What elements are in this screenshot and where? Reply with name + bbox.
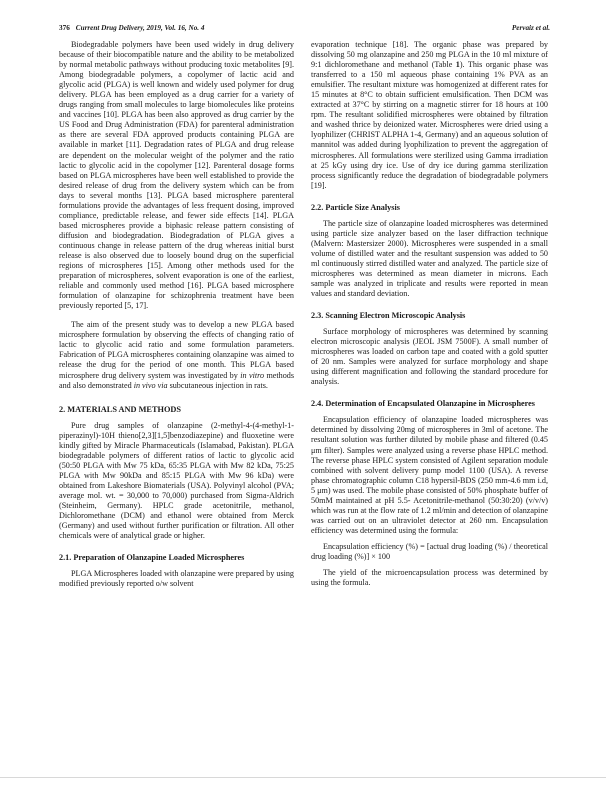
subsection-heading-2-1: 2.1. Preparation of Olanzapine Loaded Microspheres xyxy=(59,553,245,563)
paragraph-particle-size: The particle size of olanzapine loaded microspheres was determined using particle size analyzer based on the laser diffraction technique (Malvern: Mastersizer 2000). Microspheres were suspended in a small volume of distilled water and the resultant suspension was added to 50 ml continuously stirred distilled water and analyzed. The particle size of microspheres was determined as mean diameter in microns. Each sample was analyzed in triplicate and results were reported in mean values and standard deviation. xyxy=(311,218,548,299)
paragraph-materials: Pure drug samples of olanzapine (2-methyl-4-(4-methyl-1-piperazinyl)-10H thieno[2,3][1,5]benzodiazepine) and fluoxetine were kindly gifted by Miracle Pharmaceuticals (Islamabad, Pakistan). PLGA biodegradable polymers of different ratios of lactic to glycolic acid (50:50 PLGA with Mw 75 kDa, 65:35 PLGA with Mw 82 kDa, 75:25 PLGA with Mw 90kDa and 85:15 PLGA with Mw 96 kDa) were obtained from Lakeshore Biomaterials (USA). Polyvinyl alcohol (PVA; average mol. wt. = 30,000 to 70,000) purchased from Sigma-Aldrich (Steinheim, Germany). HPLC grade acetonitrile, methanol, Dichloromethane (DCM) and ethanol were obtained from Merck (Germany) and used without further purification or filtration. All other chemicals were of analytical grade or higher. xyxy=(59,420,294,541)
paragraph-sem: Surface morphology of microspheres was determined by scanning electron microscopic analysis (JEOL JSM 7500F). A small number of microspheres was loaded on carbon tape and coated with a gold sputter of 20 nm. Samples were analyzed for surface morphology and shape using different magnification and following the standard procedure for analysis. xyxy=(311,327,548,387)
paragraph-yield: The yield of the microencapsulation process was determined by using the formula. xyxy=(311,568,548,588)
aim-text-b: methods and also demonstrated xyxy=(59,370,294,390)
table-ref: 1 xyxy=(455,60,460,70)
aim-text-c: subcutaneous injection in rats. xyxy=(167,380,268,390)
paragraph-plga-background: Biodegradable polymers have been used widely in drug delivery because of their biocompatible nature and the ability to be metabolized by normal metabolic pathways without producing toxic metabolites [9]. Among biodegradable polymers, a copolymer of lactic acid and glycolic acid (PLGA) is well known and widely used polymer for drug delivery. PLGA has been employed as a drug carrier for a variety of drugs ranging from small molecules to large biomolecules like proteins and vaccines [10]. PLGA has been also approved as drug carrier by the US Food and Drug Administration (FDA) for parenteral administration as there are several FDA approved products containing PLGA are available in market [11]. Degradation rates of PLGA and drug release are dependent on the molecular weight of the polymer and the ratio lactic to glycolic acid in the copolymer [12]. Parenteral dosage forms based on PLGA microspheres have been well established to provide the desired release of drug from the delivery system which can be from days to several months [13]. PLGA based microsphere parenteral formulations provide the advantages of less frequent dosing, improved compliance, predictable release, and fewer side effects [14]. PLGA based microspheres provide a biphasic release pattern consisting of diffusion and biodegradation. Biodegradation of PLGA gives a continuous change in release pattern of the drug whereas initial burst release is also observed due to loosely bound drug on the superficial regions of microspheres [15]. Among other methods used for the preparation of microspheres, solvent evaporation is one of the earliest, reliable and commonly used method [16]. PLGA based microsphere formulation of olanzapine for schizophrenia treatment have been previously reported [5, 17]. xyxy=(59,40,294,311)
aim-italic-in-vitro: in vitro xyxy=(240,370,265,380)
page-number: 376 xyxy=(59,24,70,32)
subsection-heading-2-2: 2.2. Particle Size Analysis xyxy=(311,202,400,212)
paragraph-preparation-start: PLGA Microspheres loaded with olanzapine were prepared by using modified previously reported o/w solvent xyxy=(59,569,294,589)
paragraph-encapsulation: Encapsulation efficiency of olanzapine loaded microspheres was determined by dissolving 20mg of microspheres in 3ml of acetone. The resultant solution was further diluted by mobile phase and filtered (0.45 μm filter). Samples were analyzed using a reverse phase HPLC method. The reverse phase HPLC system consisted of Agilent separation module combined with solvent delivery pump model 1100 (USA). A reverse phase chromatographic column C18 hypersil-BDS (250 mm-4.6 mm i.d, 5 μm) was used. The mobile phase consisted of 50% phosphate buffer of 50mM maintained at pH 5.5- Acetonitrile-methanol (50:30:20) (v/v/v) which was run at the flow rate of 1.2 ml/min and detection of olanzapine was carried out on an ultraviolet detector at 260 nm. Encapsulation efficiency was determined using the formula: xyxy=(311,415,548,535)
formula-encapsulation-efficiency: Encapsulation efficiency (%) = [actual drug loading (%) / theoretical drug loading (%)] × 100 xyxy=(311,541,548,561)
prep-text-a: evaporation technique [18]. The organic phase was prepared by dissolving 50 mg olanzapine and 250 mg PLGA in the 10 ml mixture of 9:1 dichloromethane and methanol (Table xyxy=(311,40,548,70)
paragraph-study-aim xyxy=(59,320,294,390)
running-header xyxy=(59,24,550,36)
section-heading-materials-methods: 2. MATERIALS AND METHODS xyxy=(59,404,182,414)
aim-italic-in-vivo: in vivo via xyxy=(133,380,168,390)
page-bottom-edge xyxy=(0,777,606,778)
subsection-heading-2-3: 2.3. Scanning Electron Microscopic Analysis xyxy=(311,311,466,321)
prep-text-b: ). This organic phase was transferred to a 150 ml aqueous phase containing 1% PVA as an emulsifier. The resultant mixture was homogenized at different rates for 15 minutes at 8°C to obtain sufficient emulsification. Then DCM was extracted at 37°C by stirring on a magnetic stirrer for 18 hours at 100 rpm. The resultant solidified microspheres were obtained by filtration and washed thrice by deionized water. Microspheres were dried using a lyophilizer (CHRIST ALPHA 1-4, Germany) and an aqueous solution of mannitol was added during lyophilization to prevent the aggregation of microspheres. All formulations were sterilized using Gamma irradiation at 25 kGy using dry ice. Use of dry ice during gamma sterilization process significantly reduce the degradation of biodegradable polymers [19]. xyxy=(311,60,548,190)
right-column xyxy=(311,40,548,588)
subsection-heading-2-4: 2.4. Determination of Encapsulated Olanzapine in Microspheres xyxy=(311,399,535,409)
left-column xyxy=(59,40,294,589)
author-running-head: Pervaiz et al. xyxy=(511,24,550,32)
journal-citation: Current Drug Delivery, 2019, Vol. 16, No. 4 xyxy=(75,24,205,32)
aim-text-a: The aim of the present study was to develop a new PLGA based microsphere formulation by observing the effects of changing ratio of lactic to glycolic acid ratio and some formulation parameters. Fabrication of PLGA microspheres containing olanzapine was aimed to release the drug for the period of one month. This PLGA based microsphere drug delivery system was investigated by xyxy=(59,320,294,380)
paragraph-preparation-cont xyxy=(311,40,548,191)
